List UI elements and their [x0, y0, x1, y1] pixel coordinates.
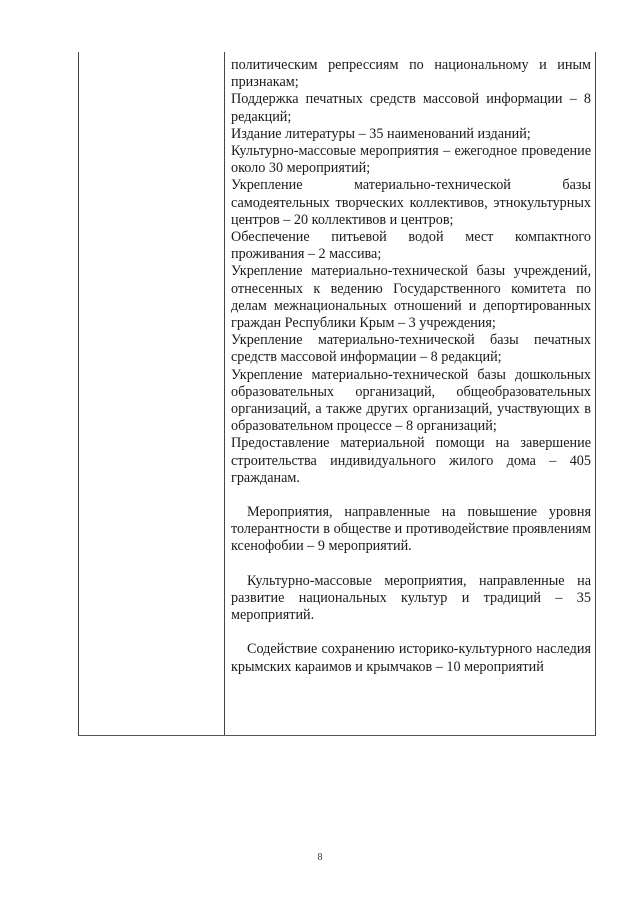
list-item: политическим репрессиям по национальному и иным признакам;	[231, 57, 591, 91]
list-item: Предоставление материальной помощи на завершение строительства индивидуального жилого дома – 405 гражданам.	[231, 435, 591, 486]
list-item: Укрепление материально-технической базы учреждений, отнесенных к ведению Государственного комитета по делам межнациональных отношений и депортированных граждан Республики Крым – 3 учреждения;	[231, 263, 591, 332]
page-number: 8	[317, 852, 323, 863]
table-left-column	[79, 52, 225, 735]
table-right-column	[231, 57, 591, 676]
list-item: Обеспечение питьевой водой мест компактного проживания – 2 массива;	[231, 229, 591, 263]
list-item: Культурно-массовые мероприятия – ежегодное проведение около 30 мероприятий;	[231, 143, 591, 177]
list-item: Издание литературы – 35 наименований изданий;	[231, 125, 531, 142]
list-item: Укрепление материально-технической базы дошкольных образовательных организаций, общеобразовательных организаций, а также других организаций, участвующих в образовательном процессе – 8 организаций;	[231, 366, 591, 435]
list-item: Укрепление материально-технической базы печатных средств массовой информации – 8 редакций;	[231, 332, 591, 366]
document-table	[78, 52, 596, 736]
paragraph: Мероприятия, направленные на повышение уровня толерантности в обществе и противодействие проявлениям ксенофобии – 9 мероприятий.	[231, 504, 591, 555]
paragraph: Культурно-массовые мероприятия, направленные на развитие национальных культур и традиций – 35 мероприятий.	[231, 572, 591, 624]
paragraph: Содействие сохранению историко-культурного наследия крымских караимов и крымчаков – 10 мероприятий	[231, 641, 591, 675]
list-item: Укрепление материально-технической базы самодеятельных творческих коллективов, этнокультурных центров – 20 коллективов и центров;	[231, 177, 591, 228]
list-item: Поддержка печатных средств массовой информации – 8 редакций;	[231, 91, 591, 125]
